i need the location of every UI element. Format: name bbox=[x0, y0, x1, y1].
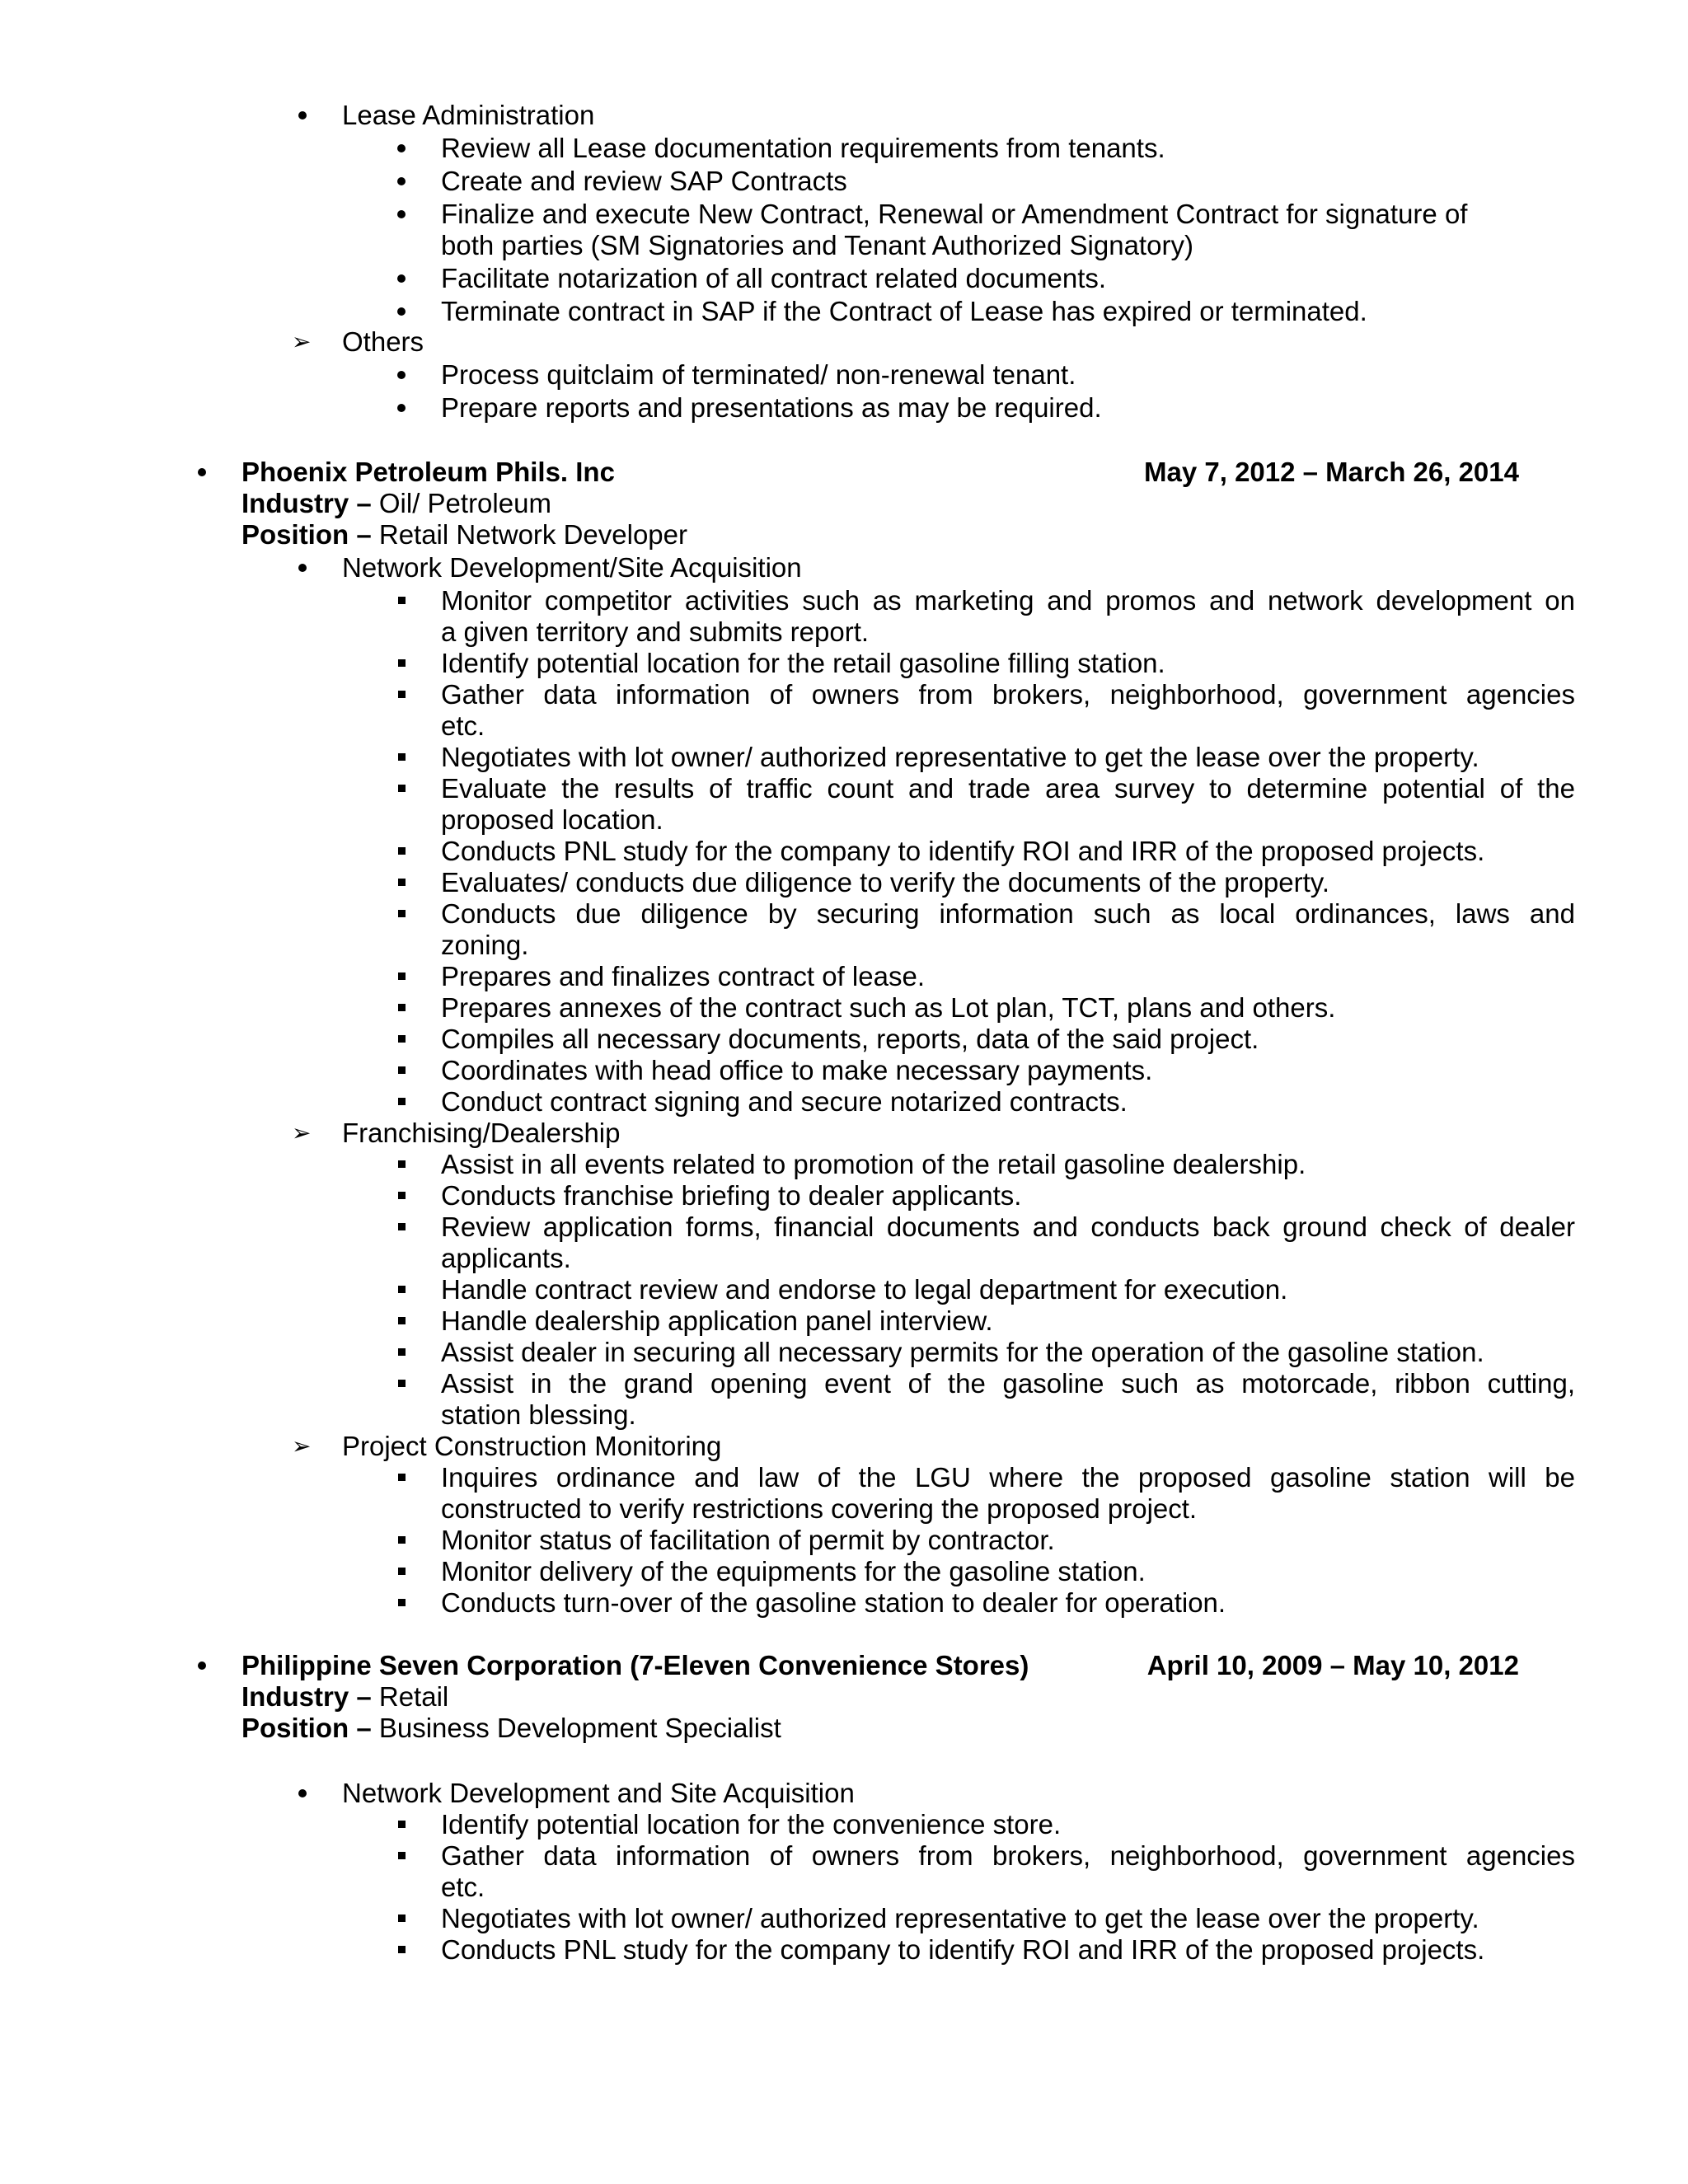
position-line bbox=[241, 519, 687, 551]
list-item: Prepares annexes of the contract such as Lot plan, TCT, plans and others. bbox=[441, 992, 1336, 1023]
list-item-continuation: applicants. bbox=[441, 1243, 571, 1273]
position-label: Position – bbox=[241, 1713, 372, 1743]
list-item: Gather data information of owners from brokers, neighborhood, government agencies bbox=[441, 679, 1575, 710]
arrow-bullet-icon bbox=[290, 1431, 315, 1462]
industry-label: Industry – bbox=[241, 488, 372, 518]
list-item: Facilitate notarization of all contract related documents. bbox=[441, 263, 1107, 293]
list-item: Monitor competitor activities such as marketing and promos and network development on bbox=[441, 585, 1575, 616]
list-item: Create and review SAP Contracts bbox=[441, 166, 847, 196]
employment-dates: May 7, 2012 – March 26, 2014 bbox=[1144, 457, 1519, 487]
bullet-marker bbox=[389, 166, 414, 197]
square-bullet-marker bbox=[389, 679, 414, 710]
square-bullet-marker bbox=[389, 836, 414, 867]
square-bullet-marker bbox=[389, 1903, 414, 1934]
square-bullet-marker bbox=[389, 1809, 414, 1840]
square-bullet-marker bbox=[389, 1055, 414, 1086]
square-bullet-marker bbox=[389, 1274, 414, 1305]
employment-dates: April 10, 2009 – May 10, 2012 bbox=[1146, 1650, 1519, 1680]
section-heading-lease-administration: Lease Administration bbox=[342, 100, 595, 130]
square-bullet-marker bbox=[389, 1212, 414, 1243]
square-bullet-marker bbox=[389, 1525, 414, 1556]
list-item: Monitor delivery of the equipments for the gasoline station. bbox=[441, 1556, 1146, 1586]
list-item: Assist in all events related to promotion of the retail gasoline dealership. bbox=[441, 1149, 1306, 1179]
company-name: Philippine Seven Corporation (7-Eleven Convenience Stores) bbox=[241, 1650, 1029, 1680]
list-item-continuation: station blessing. bbox=[441, 1399, 636, 1430]
square-bullet-marker bbox=[389, 1149, 414, 1180]
company-name: Phoenix Petroleum Phils. Inc bbox=[241, 457, 615, 487]
list-item: Evaluate the results of traffic count and trade area survey to determine potential of the bbox=[441, 773, 1575, 804]
section-heading-others: Others bbox=[342, 326, 424, 357]
arrow-bullet-icon bbox=[290, 1118, 315, 1149]
list-item-continuation: both parties (SM Signatories and Tenant Authorized Signatory) bbox=[441, 230, 1193, 260]
list-item: Identify potential location for the retail gasoline filling station. bbox=[441, 648, 1165, 678]
section-heading-network-development: Network Development/Site Acquisition bbox=[342, 552, 802, 583]
list-item: Negotiates with lot owner/ authorized representative to get the lease over the property. bbox=[441, 742, 1479, 772]
list-item: Gather data information of owners from brokers, neighborhood, government agencies bbox=[441, 1840, 1575, 1871]
square-bullet-marker bbox=[389, 961, 414, 992]
industry-value: Oil/ Petroleum bbox=[371, 488, 551, 518]
list-item: Coordinates with head office to make necessary payments. bbox=[441, 1055, 1153, 1085]
list-item: Handle contract review and endorse to legal department for execution. bbox=[441, 1274, 1288, 1305]
bullet-marker bbox=[290, 552, 315, 583]
industry-label: Industry – bbox=[241, 1681, 372, 1712]
section-heading-project-construction: Project Construction Monitoring bbox=[342, 1431, 722, 1461]
list-item: Identify potential location for the convenience store. bbox=[441, 1809, 1062, 1840]
list-item-continuation: constructed to verify restrictions covering the proposed project. bbox=[441, 1493, 1198, 1524]
bullet-marker bbox=[290, 1778, 315, 1809]
list-item: Prepare reports and presentations as may be required. bbox=[441, 392, 1102, 423]
square-bullet-marker bbox=[389, 1587, 414, 1619]
list-item: Conduct contract signing and secure notarized contracts. bbox=[441, 1086, 1128, 1117]
bullet-marker bbox=[190, 457, 214, 488]
position-value: Business Development Specialist bbox=[371, 1713, 781, 1743]
list-item: Compiles all necessary documents, reports, data of the said project. bbox=[441, 1024, 1259, 1054]
square-bullet-marker bbox=[389, 1086, 414, 1118]
list-item: Conducts turn-over of the gasoline station to dealer for operation. bbox=[441, 1587, 1226, 1618]
list-item: Conducts PNL study for the company to identify ROI and IRR of the proposed projects. bbox=[441, 1934, 1485, 1965]
square-bullet-marker bbox=[389, 1180, 414, 1212]
bullet-marker bbox=[290, 100, 315, 131]
square-bullet-marker bbox=[389, 1556, 414, 1587]
list-item: Evaluates/ conducts due diligence to verify the documents of the property. bbox=[441, 867, 1330, 898]
list-item: Prepares and finalizes contract of lease. bbox=[441, 961, 925, 991]
square-bullet-marker bbox=[389, 1934, 414, 1966]
bullet-marker bbox=[389, 133, 414, 164]
list-item: Terminate contract in SAP if the Contract of Lease has expired or terminated. bbox=[441, 296, 1367, 326]
bullet-marker bbox=[389, 296, 414, 327]
list-item-continuation: etc. bbox=[441, 710, 485, 741]
list-item: Process quitclaim of terminated/ non-renewal tenant. bbox=[441, 359, 1076, 390]
square-bullet-marker bbox=[389, 742, 414, 773]
industry-line bbox=[241, 1681, 448, 1713]
list-item: Review application forms, financial documents and conducts back ground check of dealer bbox=[441, 1212, 1575, 1242]
position-line bbox=[241, 1713, 781, 1744]
list-item: Assist dealer in securing all necessary permits for the operation of the gasoline station. bbox=[441, 1337, 1484, 1367]
list-item: Conducts due diligence by securing information such as local ordinances, laws and bbox=[441, 898, 1575, 929]
square-bullet-marker bbox=[389, 898, 414, 930]
square-bullet-marker bbox=[389, 1840, 414, 1872]
bullet-marker bbox=[190, 1650, 214, 1681]
list-item: Conducts PNL study for the company to identify ROI and IRR of the proposed projects. bbox=[441, 836, 1485, 866]
list-item: Inquires ordinance and law of the LGU where the proposed gasoline station will be bbox=[441, 1462, 1575, 1493]
list-item: Conducts franchise briefing to dealer applicants. bbox=[441, 1180, 1022, 1211]
industry-line bbox=[241, 488, 551, 519]
list-item: Monitor status of facilitation of permit by contractor. bbox=[441, 1525, 1055, 1555]
square-bullet-marker bbox=[389, 992, 414, 1024]
list-item: Review all Lease documentation requirements from tenants. bbox=[441, 133, 1165, 163]
square-bullet-marker bbox=[389, 1305, 414, 1337]
list-item: Handle dealership application panel interview. bbox=[441, 1305, 993, 1336]
square-bullet-marker bbox=[389, 585, 414, 616]
arrow-bullet-icon bbox=[290, 326, 315, 358]
list-item: Finalize and execute New Contract, Renewal or Amendment Contract for signature of bbox=[441, 199, 1468, 229]
position-value: Retail Network Developer bbox=[371, 519, 688, 550]
section-heading-network-development: Network Development and Site Acquisition bbox=[342, 1778, 855, 1808]
section-heading-franchising: Franchising/Dealership bbox=[342, 1118, 621, 1148]
list-item-continuation: proposed location. bbox=[441, 804, 663, 835]
list-item: Negotiates with lot owner/ authorized representative to get the lease over the property. bbox=[441, 1903, 1479, 1933]
bullet-marker bbox=[389, 199, 414, 230]
bullet-marker bbox=[389, 359, 414, 391]
list-item: Assist in the grand opening event of the gasoline such as motorcade, ribbon cutting, bbox=[441, 1368, 1575, 1399]
square-bullet-marker bbox=[389, 1368, 414, 1399]
square-bullet-marker bbox=[389, 1462, 414, 1493]
position-label: Position – bbox=[241, 519, 372, 550]
bullet-marker bbox=[389, 392, 414, 424]
square-bullet-marker bbox=[389, 867, 414, 898]
list-item-continuation: a given territory and submits report. bbox=[441, 616, 870, 647]
square-bullet-marker bbox=[389, 1337, 414, 1368]
bullet-marker bbox=[389, 263, 414, 294]
square-bullet-marker bbox=[389, 1024, 414, 1055]
industry-value: Retail bbox=[371, 1681, 449, 1712]
list-item-continuation: zoning. bbox=[441, 930, 529, 960]
square-bullet-marker bbox=[389, 773, 414, 804]
list-item-continuation: etc. bbox=[441, 1872, 485, 1902]
square-bullet-marker bbox=[389, 648, 414, 679]
